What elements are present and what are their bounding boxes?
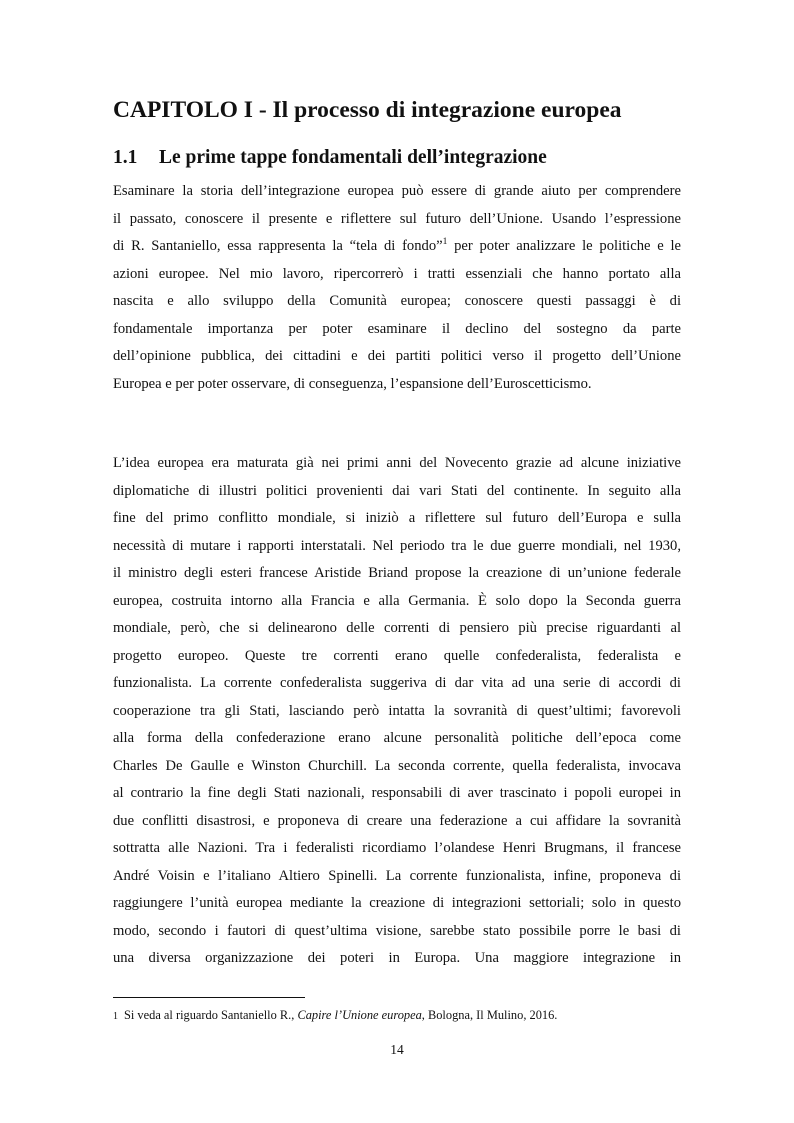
section-number: 1.1 <box>113 147 138 168</box>
text-line: europea, costruita intorno alla Francia e alla Germania. È solo dopo la Seconda guerra <box>113 592 681 609</box>
text-line: due conflitti disastrosi, e proponeva di creare una federazione a cui affidare la sovranità <box>113 812 681 829</box>
text-line: Europea e per poter osservare, di conseguenza, l’espansione dell’Euroscetticismo. <box>113 375 592 392</box>
text-line-end: per poter analizzare le politiche e le <box>447 238 681 254</box>
text-line: necessità di mutare i rapporti interstatali. Nel periodo tra le due guerre mondiali, nel 1930, <box>113 537 681 554</box>
text-line: raggiungere l’unità europea mediante la creazione di integrazioni settoriali; solo in questo <box>113 895 681 911</box>
text-line: il ministro degli esteri francese Aristide Briand propose la creazione di un’unione federale <box>113 565 681 581</box>
text-line: mondiale, però, che si delinearono delle correnti di pensiero più precise riguardanti al <box>113 620 681 636</box>
paragraph-introduction <box>113 178 681 398</box>
text-line: il passato, conoscere il presente e riflettere sul futuro dell’Unione. Usando l’espressione <box>113 210 681 227</box>
text-line: L’idea europea era maturata già nei primi anni del Novecento grazie ad alcune iniziative <box>113 455 681 471</box>
text-line: Charles De Gaulle e Winston Churchill. La seconda corrente, quella federalista, invocava <box>113 757 681 774</box>
footnote-number: 1 <box>113 1011 118 1022</box>
footnote-separator <box>113 997 305 998</box>
text-line <box>113 233 681 261</box>
footnote-reference[interactable]: 1 <box>442 237 448 248</box>
page-number: 14 <box>390 1042 404 1057</box>
section-heading <box>113 143 693 173</box>
text-line: progetto europeo. Queste tre correnti erano quelle confederalista, federalista e <box>113 647 681 664</box>
text-line: André Voisin e l’italiano Altiero Spinelli. La corrente funzionalista, infine, proponeva di <box>113 867 681 884</box>
footnote-book-title: Capire l’Unione europea <box>297 1008 422 1022</box>
text-line: diplomatiche di illustri politici provenienti dai vari Stati del continente. In seguito alla <box>113 482 681 499</box>
text-line: fondamentale importanza per poter esaminare il declino del sostegno da parte <box>113 320 681 337</box>
text-line: azioni europee. Nel mio lavoro, ripercorrerò i tratti essenziali che hanno portato alla <box>113 265 681 282</box>
text-line: funzionalista. La corrente confederalista suggeriva di dar vita ad una serie di accordi di <box>113 675 681 691</box>
paragraph-european-idea <box>113 450 681 973</box>
text-line: nascita e allo sviluppo della Comunità europea; conoscere questi passaggi è di <box>113 293 681 309</box>
text-line: dell’opinione pubblica, dei cittadini e dei partiti politici verso il progetto dell’Unione <box>113 348 681 364</box>
text-line: al contrario la fine degli Stati nazionali, responsabili di aver trascinato i popoli europei in <box>113 785 681 801</box>
text-line: fine del primo conflitto mondiale, si iniziò a riflettere sul futuro dell’Europa e sulla <box>113 510 681 526</box>
text-line-start: di R. Santaniello, essa rappresenta la “tela di fondo” <box>113 238 443 254</box>
chapter-title: CAPITOLO I - Il processo di integrazione europea <box>113 97 622 123</box>
text-line: una diversa organizzazione dei poteri in Europa. Una maggiore integrazione in <box>113 950 681 966</box>
text-line: Esaminare la storia dell’integrazione europea può essere di grande aiuto per comprendere <box>113 183 681 199</box>
footnote-text-start: Si veda al riguardo Santaniello R., <box>124 1008 298 1022</box>
footnote <box>113 1005 693 1027</box>
text-line: modo, secondo i fautori di quest’ultima visione, sarebbe stato possibile porre le basi di <box>113 922 681 939</box>
footnote-text-end: , Bologna, Il Mulino, 2016. <box>421 1008 558 1022</box>
text-line: sottratta alle Nazioni. Tra i federalisti ricordiamo l’olandese Henri Brugmans, il francese <box>113 840 681 856</box>
text-line: cooperazione tra gli Stati, lasciando però intatta la sovranità di quest’ultimi; favorevoli <box>113 702 681 719</box>
text-line: alla forma della confederazione erano alcune personalità politiche dell’epoca come <box>113 730 681 746</box>
section-title: Le prime tappe fondamentali dell’integrazione <box>159 147 547 168</box>
